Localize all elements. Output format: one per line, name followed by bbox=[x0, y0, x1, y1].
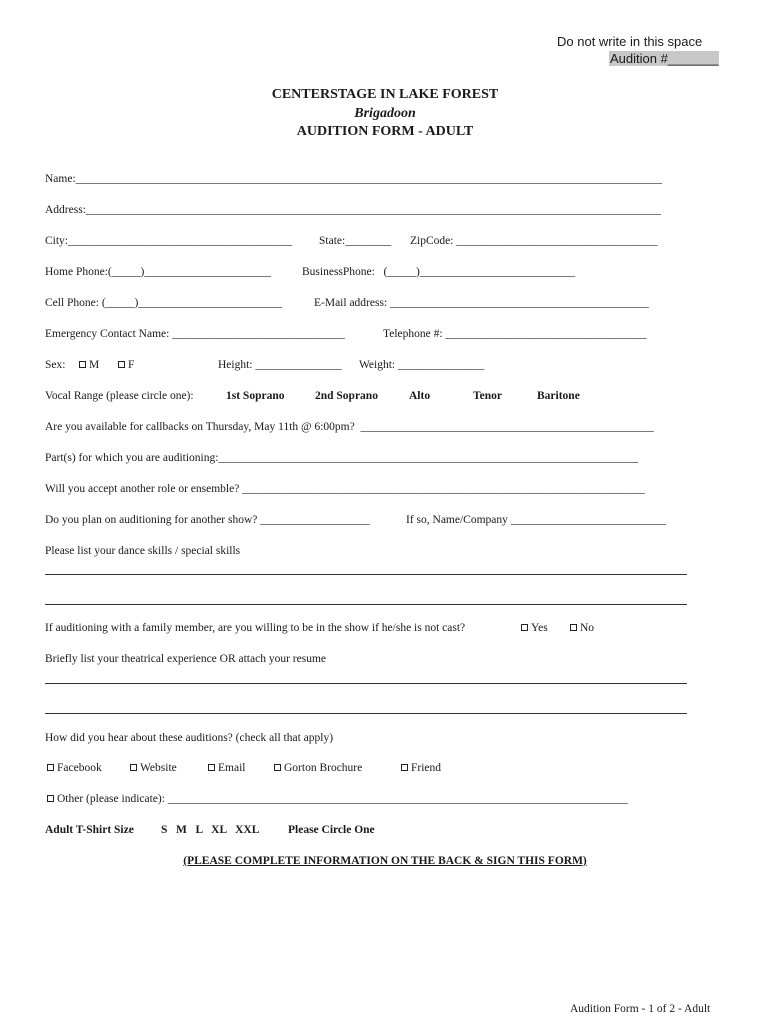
state-field[interactable]: State:________ bbox=[319, 235, 392, 247]
checkbox-icon[interactable] bbox=[521, 624, 528, 631]
experience-label: Briefly list your theatrical experience OR attach your resume bbox=[45, 653, 327, 665]
hear-option-email[interactable] bbox=[208, 762, 245, 774]
hear-option-gorton-brochure[interactable] bbox=[274, 762, 362, 774]
address-field[interactable]: Address:____________________________________________________________________________________________________ bbox=[45, 204, 661, 216]
family-yes-option[interactable] bbox=[521, 622, 548, 634]
checkbox-icon[interactable] bbox=[208, 764, 215, 771]
office-use-note: Do not write in this space bbox=[557, 34, 703, 49]
checkbox-icon[interactable] bbox=[401, 764, 408, 771]
website-label: Website bbox=[140, 762, 177, 774]
tshirt-size-options[interactable]: S M L XL XXL bbox=[161, 824, 260, 836]
vocal-option-alto[interactable]: Alto bbox=[409, 390, 431, 402]
checkbox-icon[interactable] bbox=[79, 361, 86, 368]
name-field[interactable]: Name:______________________________________________________________________________________________________ bbox=[45, 173, 663, 185]
checkbox-icon[interactable] bbox=[570, 624, 577, 631]
checkbox-icon[interactable] bbox=[47, 764, 54, 771]
vocal-option-1st-soprano[interactable]: 1st Soprano bbox=[226, 390, 285, 402]
sex-label: Sex: bbox=[45, 359, 66, 371]
page-footer: Audition Form - 1 of 2 - Adult bbox=[570, 1003, 711, 1015]
telephone-field[interactable]: Telephone #: ___________________________________ bbox=[383, 328, 647, 340]
callbacks-field[interactable]: Are you available for callbacks on Thursday, May 11th @ 6:00pm? ___________________________________________________ bbox=[45, 421, 654, 433]
organization-title: CENTERSTAGE IN LAKE FOREST bbox=[271, 87, 499, 102]
sex-f-label: F bbox=[128, 359, 135, 371]
another-show-field[interactable]: Do you plan on auditioning for another show? ___________________ bbox=[45, 514, 370, 526]
dance-skills-line-2[interactable] bbox=[45, 604, 687, 605]
tshirt-circle-note: Please Circle One bbox=[288, 824, 375, 836]
show-title: Brigadoon bbox=[354, 106, 416, 121]
another-role-field[interactable]: Will you accept another role or ensemble? ______________________________________________________________________ bbox=[45, 483, 645, 495]
audition-number-field: Audition #_______ bbox=[610, 51, 719, 66]
height-field[interactable]: Height: _______________ bbox=[218, 359, 342, 371]
form-title: AUDITION FORM - ADULT bbox=[296, 124, 474, 139]
checkbox-icon[interactable] bbox=[118, 361, 125, 368]
checkbox-icon[interactable] bbox=[47, 795, 54, 802]
yes-label: Yes bbox=[531, 622, 548, 634]
business-phone-field[interactable]: BusinessPhone: (_____)___________________________ bbox=[302, 266, 576, 278]
vocal-option-2nd-soprano[interactable]: 2nd Soprano bbox=[315, 390, 378, 402]
cell-phone-field[interactable]: Cell Phone: (_____)_________________________ bbox=[45, 297, 283, 309]
hear-option-friend[interactable] bbox=[401, 762, 441, 774]
emergency-contact-field[interactable]: Emergency Contact Name: ______________________________ bbox=[45, 328, 345, 340]
sex-m-label: M bbox=[89, 359, 100, 371]
dance-skills-label: Please list your dance skills / special skills bbox=[45, 545, 241, 557]
zip-field[interactable]: ZipCode: ___________________________________ bbox=[410, 235, 658, 247]
no-label: No bbox=[580, 622, 595, 634]
checkbox-icon[interactable] bbox=[274, 764, 281, 771]
other-show-company-field[interactable]: If so, Name/Company ___________________________ bbox=[406, 514, 667, 526]
experience-line-2[interactable] bbox=[45, 713, 687, 714]
parts-field[interactable]: Part(s) for which you are auditioning:_________________________________________________________________________ bbox=[45, 452, 639, 464]
weight-field[interactable]: Weight: _______________ bbox=[359, 359, 485, 371]
hear-option-facebook[interactable] bbox=[47, 762, 102, 774]
sex-m-option[interactable] bbox=[79, 359, 99, 371]
email-label: Email bbox=[218, 762, 246, 774]
dance-skills-line-1[interactable] bbox=[45, 574, 687, 575]
hear-about-question: How did you hear about these auditions? (check all that apply) bbox=[45, 732, 334, 744]
tshirt-size-label: Adult T-Shirt Size bbox=[45, 824, 134, 836]
family-member-question: If auditioning with a family member, are you willing to be in the show if he/she is not cast? bbox=[45, 622, 466, 634]
checkbox-icon[interactable] bbox=[130, 764, 137, 771]
vocal-option-baritone[interactable]: Baritone bbox=[537, 390, 580, 402]
hear-option-other[interactable] bbox=[47, 793, 628, 805]
facebook-label: Facebook bbox=[57, 762, 102, 774]
other-label: Other (please indicate): ________________________________________________________________________________ bbox=[57, 793, 628, 805]
experience-line-1[interactable] bbox=[45, 683, 687, 684]
friend-label: Friend bbox=[411, 762, 442, 774]
complete-back-notice: (PLEASE COMPLETE INFORMATION ON THE BACK & SIGN THIS FORM) bbox=[183, 855, 587, 867]
home-phone-field[interactable]: Home Phone:(_____)______________________ bbox=[45, 266, 271, 278]
city-field[interactable]: City:_______________________________________ bbox=[45, 235, 293, 247]
gorton-brochure-label: Gorton Brochure bbox=[284, 762, 363, 774]
vocal-option-tenor[interactable]: Tenor bbox=[473, 390, 502, 402]
sex-f-option[interactable] bbox=[118, 359, 134, 371]
vocal-range-label: Vocal Range (please circle one): bbox=[45, 390, 194, 402]
email-field[interactable]: E-Mail address: _____________________________________________ bbox=[314, 297, 649, 309]
hear-option-website[interactable] bbox=[130, 762, 177, 774]
family-no-option[interactable] bbox=[570, 622, 594, 634]
